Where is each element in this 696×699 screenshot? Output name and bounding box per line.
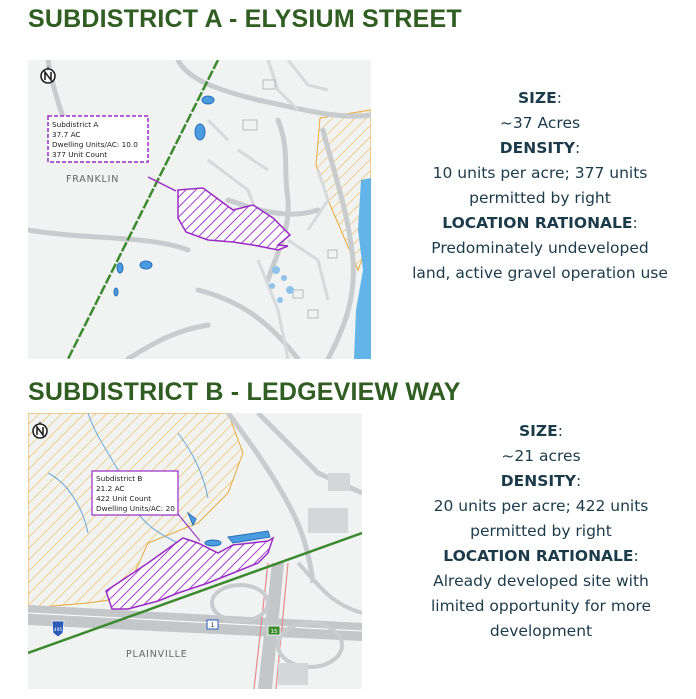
density-label: DENSITY: [500, 472, 576, 490]
route-shield-1: [207, 620, 218, 629]
size-label: SIZE: [519, 422, 558, 440]
shield-495-text: 495: [53, 628, 63, 633]
density-line1: 20 units per acre; 422 units: [433, 497, 649, 515]
density-line2: permitted by right: [469, 189, 611, 207]
shield-1-text: 1: [210, 622, 215, 629]
subdistrict-a-info: SIZE: ~37 Acres DENSITY: 10 units per acre; 377 units permitted by right LOCATION RATIONALE: Predominately undeveloped land, active gravel operation use: [400, 86, 680, 286]
size-value: ~37 Acres: [499, 114, 581, 132]
subdistrict-a-heading: SUBDISTRICT A - ELYSIUM STREET: [28, 5, 462, 33]
rationale-line2: land, active gravel operation use: [412, 264, 668, 282]
rationale-line3: development: [489, 622, 593, 640]
subdistrict-a-map: [28, 60, 371, 359]
callout-a-line1: Subdistrict A: [52, 120, 99, 129]
route-shield-15: [268, 626, 280, 635]
rationale-label: LOCATION RATIONALE: [442, 214, 633, 232]
size-label: SIZE: [518, 89, 557, 107]
rationale-line1: Predominately undeveloped: [431, 239, 649, 257]
callout-b-line2: 21.2 AC: [96, 484, 125, 493]
callout-b-line3: 422 Unit Count: [96, 494, 152, 503]
density-line1: 10 units per acre; 377 units: [432, 164, 648, 182]
subdistrict-b-info: SIZE: ~21 acres DENSITY: 20 units per acre; 422 units permitted by right LOCATION RATIONALE: Already developed site with limited opportunity for more development: [398, 419, 684, 644]
density-line2: permitted by right: [470, 522, 612, 540]
density-label: DENSITY: [499, 139, 575, 157]
rationale-label: LOCATION RATIONALE: [443, 547, 634, 565]
subdistrict-b-map: [28, 413, 362, 689]
callout-a-line4: 377 Unit Count: [52, 150, 108, 159]
callout-a-line3: Dwelling Units/AC: 10.0: [52, 140, 138, 149]
callout-b-line1: Subdistrict B: [96, 474, 143, 483]
size-value: ~21 acres: [501, 447, 581, 465]
callout-b-line4: Dwelling Units/AC: 20: [96, 504, 175, 513]
subdistrict-b-heading: SUBDISTRICT B - LEDGEVIEW WAY: [28, 378, 461, 406]
rationale-line2: limited opportunity for more: [430, 597, 651, 615]
shield-15-text: 15: [270, 629, 278, 635]
rationale-line1: Already developed site with: [433, 572, 649, 590]
town-label-plainville: PLAINVILLE: [126, 649, 188, 660]
callout-a-line2: 37.7 AC: [52, 130, 81, 139]
town-label-franklin: FRANKLIN: [66, 174, 120, 185]
